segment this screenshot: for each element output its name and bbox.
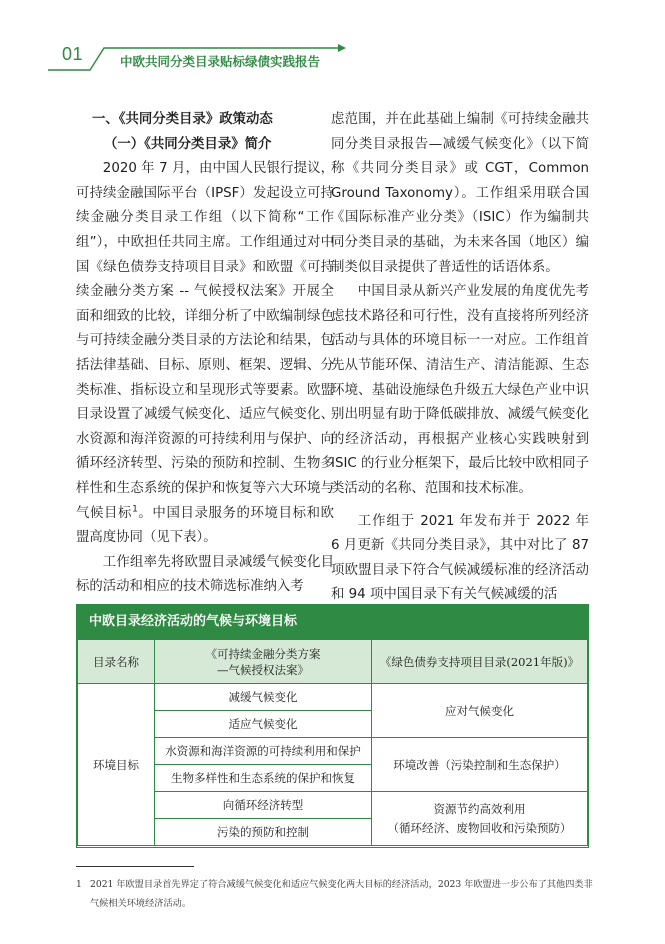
table-header-cell: 《绿色债券支持项目目录(2021年版)》 bbox=[372, 640, 588, 684]
table-cell: 污染的预防和控制 bbox=[155, 819, 372, 846]
page-number: 01 bbox=[62, 44, 84, 64]
paragraph: 虑范围，并在此基础上编制《可持续金融共同分类目录报告—减缓气候变化》（以下简称《共同分类目录》或 CGT，Common Ground Taxonomy）。工作组采用联合国《国际标准产业分类》（ISIC）作为编制共同分类目录的基础，为未来各国（地区）编制类似目录提供了普适性的话语体系。 bbox=[331, 112, 589, 275]
row-label: 环境目标 bbox=[78, 684, 155, 846]
subsection-heading: （一）《共同分类目录》简介 bbox=[104, 136, 272, 152]
table-title: 中欧目录经济活动的气候与环境目标 bbox=[77, 605, 588, 639]
table-cell: 应对气候变化 bbox=[372, 684, 588, 738]
table-header-cell: 《可持续金融分类方案 —气候授权法案》 bbox=[155, 640, 372, 684]
page-header bbox=[0, 0, 665, 80]
section-heading: 一、《共同分类目录》政策动态 bbox=[92, 112, 273, 127]
table-cell: 减缓气候变化 bbox=[155, 684, 372, 711]
footnote-text: 2021 年欧盟目录首先界定了符合减缓气候变化和适应气候变化两大目标的经济活动，2023 年欧盟进一步公布了其他四类非气候相关环境经济活动。 bbox=[90, 879, 593, 909]
left-column bbox=[76, 108, 334, 600]
paragraph: 工作组于 2021 年发布并于 2022 年 6 月更新《共同分类目录》，其中对比了 87 项欧盟目录下符合气候减缓标准的经济活动和 94 项中国目录下有关气候减缓的活 bbox=[331, 513, 589, 603]
footnote-number: 1 bbox=[76, 879, 82, 890]
running-title: 中欧共同分类目录贴标绿债实践报告 bbox=[120, 54, 321, 69]
footnote bbox=[76, 875, 596, 913]
table-cell: 向循环经济转型 bbox=[155, 792, 372, 819]
footnote-divider bbox=[76, 866, 194, 867]
table-body bbox=[77, 639, 588, 846]
paragraph: 工作组率先将欧盟目录减缓气候变化目标的活动和相应的技术筛选标准纳入考 bbox=[76, 554, 334, 595]
comparison-table bbox=[76, 604, 589, 848]
footnote-ref[interactable]: 1 bbox=[132, 504, 138, 515]
table-cell: 环境改善（污染控制和生态保护） bbox=[372, 738, 588, 792]
table-cell: 资源节约高效利用 （循环经济、废物回收和污染预防） bbox=[372, 792, 588, 846]
table-cell: 适应气候变化 bbox=[155, 711, 372, 738]
table-cell: 生物多样性和生态系统的保护和恢复 bbox=[155, 765, 372, 792]
table-cell: 水资源和海洋资源的可持续利用和保护 bbox=[155, 738, 372, 765]
paragraph: 中国目录从新兴产业发展的角度优先考虑技术路径和可行性，没有直接将所列经济活动与具体的环境目标一一对应。工作组首先从节能环保、清洁生产、清洁能源、生态环境、基础设施绿色升级五大绿色产业中识别出明显有助于降低碳排放、减缓气候变化的经济活动，再根据产业核心实践映射到 ISIC 的行业分框架下，最后比较中欧相同子类活动的名称、范围和技术标准。 bbox=[331, 284, 589, 496]
right-column bbox=[331, 108, 589, 608]
paragraph: 2020 年 7 月，由中国人民银行提议，可持续金融国际平台（IPSF）发起设立可持续金融分类目录工作组（以下简称“工作组”），中欧担任共同主席。工作组通过对中国《绿色债券支持项目目录》和欧盟《可持续金融分类方案 -- 气候授权法案》开展全面和细致的比较，详细分析了中欧编制绿色与可持续金融分类目录的方法论和结果，包括法律基础、目标、原则、框架、逻辑、分类标准、指标设立和呈现形式等要素。欧盟目录设置了减缓气候变化、适应气候变化、水资源和海洋资源的可持续利用与保护、向循环经济转型、污染的预防和控制、生物多样性和生态系统的保护和恢复等六大环境与气候目标$^1$。中国目录服务的环境目标和欧盟高度协同（见下表）。 bbox=[76, 161, 335, 546]
header-decoration bbox=[0, 0, 665, 80]
table-header-cell: 目录名称 bbox=[78, 640, 155, 684]
